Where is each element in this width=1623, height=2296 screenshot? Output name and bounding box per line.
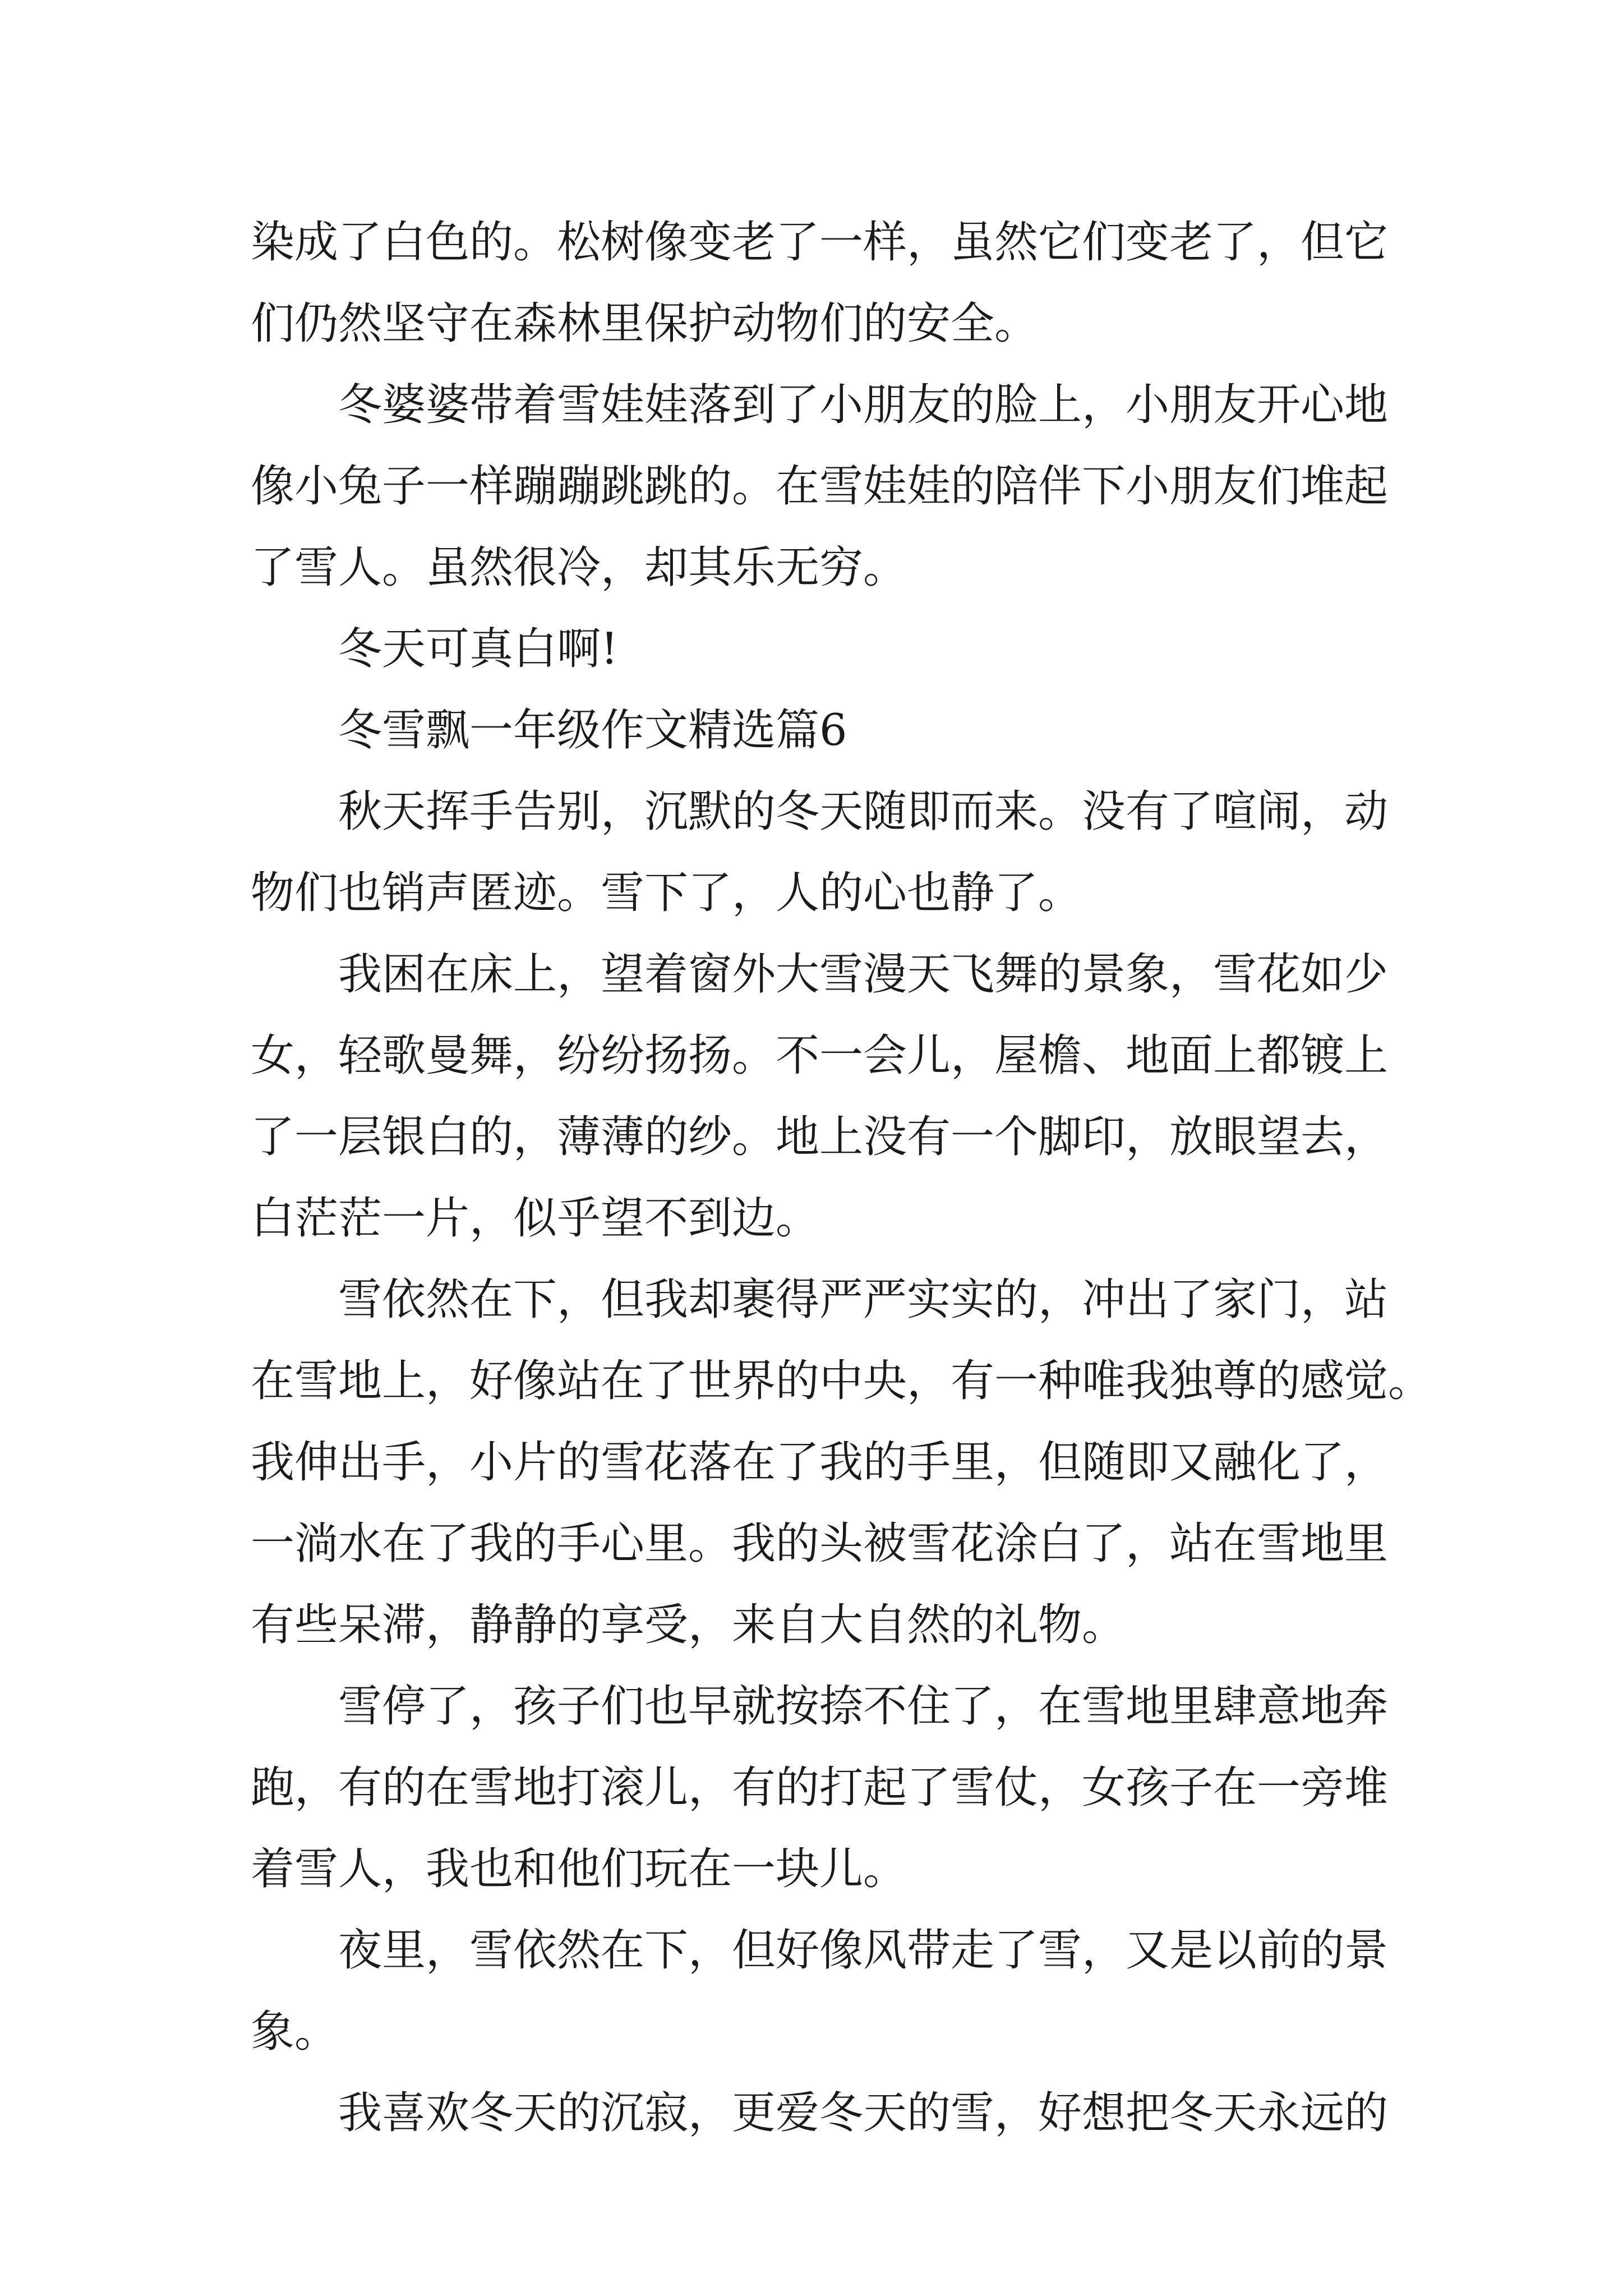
text-line: 夜里，雪依然在下，但好像风带走了雪，又是以前的景: [338, 1925, 1389, 1976]
text-line: 秋天挥手告别，沉默的冬天随即而来。没有了喧闹，动: [338, 786, 1389, 837]
text-line: 物们也销声匿迹。雪下了，人的心也静了。: [251, 868, 1082, 918]
paragraph: [251, 609, 1378, 690]
section-heading: 冬雪飘一年级作文精选篇6: [338, 705, 847, 756]
text-line: 象。: [251, 2007, 339, 2057]
text-line: 白茫茫一片，似乎望不到边。: [251, 1193, 820, 1244]
paragraph: [251, 2073, 1389, 2154]
text-line: 着雪人，我也和他们玩在一块儿。: [251, 1844, 907, 1894]
paragraph-continuation: [251, 202, 1389, 365]
text-line: 冬天可真白啊!: [338, 624, 619, 674]
text-line: 了一层银白的，薄薄的纱。地上没有一个脚印，放眼望去，: [251, 1112, 1389, 1162]
text-line: 冬婆婆带着雪娃娃落到了小朋友的脸上，小朋友开心地: [338, 380, 1389, 430]
text-line: 有些呆滞，静静的享受，来自大自然的礼物。: [251, 1600, 1126, 1650]
text-line: 女，轻歌曼舞，纷纷扬扬。不一会儿，屋檐、地面上都镀上: [251, 1030, 1389, 1081]
paragraph: [251, 1666, 1389, 1910]
text-line: 跑，有的在雪地打滚儿，有的打起了雪仗，女孩子在一旁堆: [251, 1763, 1389, 1813]
text-line: 一淌水在了我的手心里。我的头被雪花涂白了，站在雪地里: [251, 1519, 1389, 1569]
text-line: 我困在床上，望着窗外大雪漫天飞舞的景象，雪花如少: [338, 949, 1389, 1000]
text-line: 雪停了，孩子们也早就按捺不住了，在雪地里肆意地奔: [338, 1681, 1389, 1732]
document-body: [251, 202, 1432, 2154]
text-line: 雪依然在下，但我却裹得严严实实的，冲出了家门，站: [338, 1274, 1389, 1325]
text-line: 我伸出手，小片的雪花落在了我的手里，但随即又融化了，: [251, 1437, 1389, 1488]
paragraph: [251, 1910, 1389, 2073]
paragraph: [251, 934, 1389, 1259]
text-line: 染成了白色的。松树像变老了一样，虽然它们变老了，但它: [251, 217, 1389, 268]
text-line: 在雪地上，好像站在了世界的中央，有一种唯我独尊的感觉。: [251, 1356, 1432, 1406]
text-line: 了雪人。虽然很冷，却其乐无穷。: [251, 542, 907, 593]
paragraph: [251, 771, 1389, 934]
text-line: 像小兔子一样蹦蹦跳跳的。在雪娃娃的陪伴下小朋友们堆起: [251, 461, 1389, 512]
paragraph: [251, 365, 1389, 609]
paragraph: [251, 1259, 1432, 1666]
text-line: 我喜欢冬天的沉寂，更爱冬天的雪，好想把冬天永远的: [338, 2088, 1389, 2138]
text-line: 们仍然坚守在森林里保护动物们的安全。: [251, 298, 1039, 349]
